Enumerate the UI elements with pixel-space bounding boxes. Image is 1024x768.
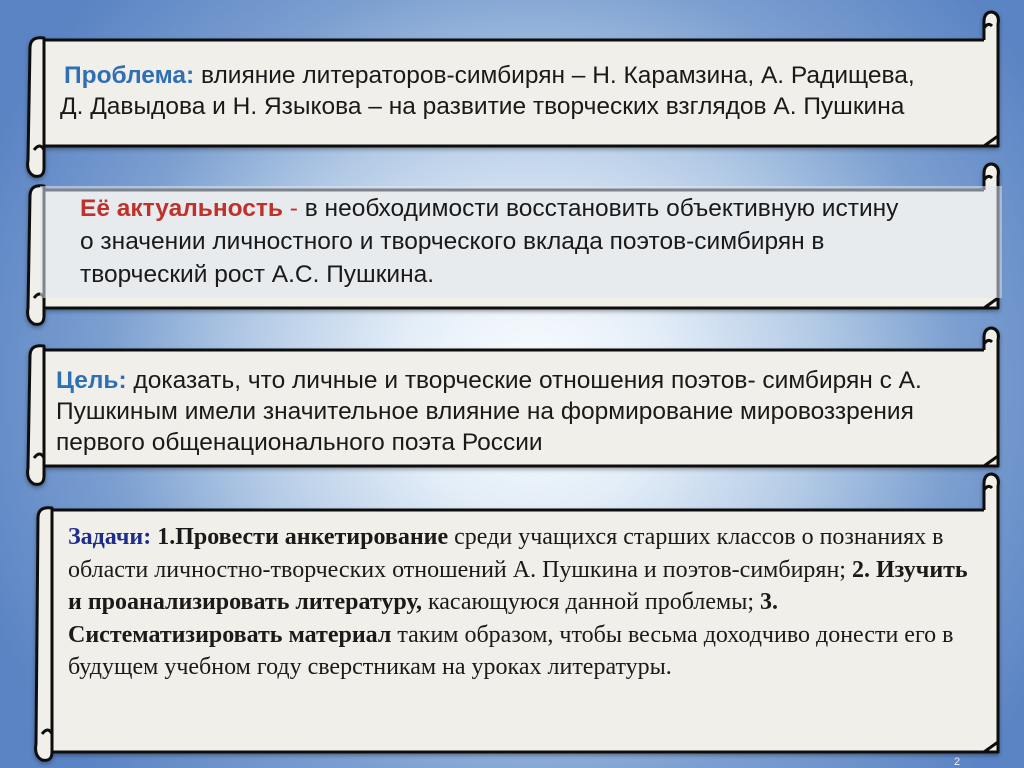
- problem-line-1: влияние литераторов-симбирян – Н. Карамзина, А. Радищева,: [194, 62, 915, 89]
- goal-text: [56, 365, 996, 458]
- task-3-title: 3. Систематизировать материал: [68, 589, 778, 648]
- tasks-text: [68, 521, 978, 684]
- problem-label: Проблема:: [64, 62, 195, 89]
- tasks-label: Задачи:: [68, 524, 152, 550]
- task-2-body: касающуюся данной проблемы;: [421, 589, 754, 615]
- page-number: 2: [954, 756, 961, 768]
- task-3-body: таким образом, чтобы весьма доходчиво донести его в будущем учебном году сверстникам на уроках литературы.: [68, 621, 954, 680]
- task-2-title: 2. Изучить и проанализировать литературу,: [68, 556, 968, 615]
- goal-label: Цель:: [56, 367, 127, 394]
- task-1-body: среди учащихся старших классов о познаниях в области личностно-творческих отношений А. Пушкина и поэтов-симбирян;: [68, 524, 944, 583]
- relevance-line-1: в необходимости восстановить объективную истину: [304, 195, 899, 222]
- relevance-dash: -: [282, 195, 305, 222]
- goal-body: доказать, что личные и творческие отношения поэтов- симбирян с А. Пушкиным имели значительное влияние на формирование мировоззрения первого общенационального поэта России: [56, 367, 922, 456]
- relevance-line-2: о значении личностного и творческого вклада поэтов-симбирян в: [80, 228, 825, 255]
- problem-line-2: Д. Давыдова и Н. Языкова – на развитие творческих взглядов А. Пушкина: [60, 93, 905, 120]
- relevance-text: [80, 192, 980, 291]
- relevance-label: Её актуальность: [80, 195, 283, 222]
- problem-text: [60, 60, 1000, 122]
- task-1-title: 1.Провести анкетирование: [151, 524, 449, 550]
- relevance-line-3: творческий рост А.С. Пушкина.: [80, 261, 435, 288]
